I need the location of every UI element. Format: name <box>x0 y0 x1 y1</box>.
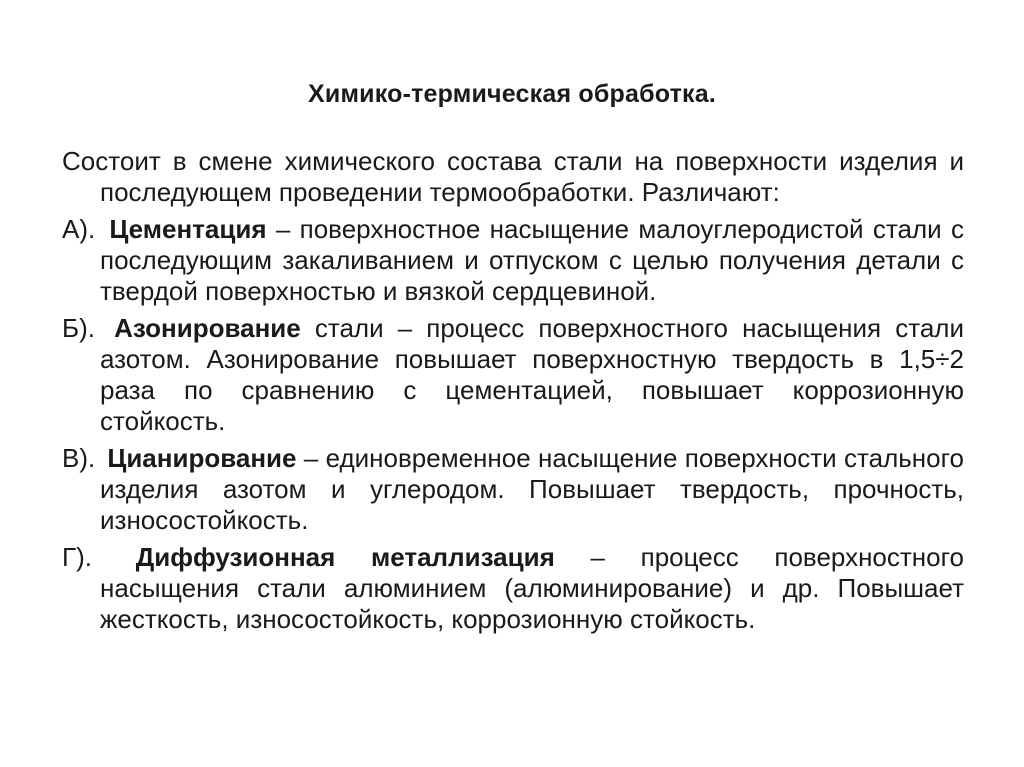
intro-text: Состоит в смене химического состава стали на поверхности изделия и последующем проведении термообработки. Различают: <box>62 146 964 207</box>
intro-paragraph <box>62 146 964 208</box>
item-term: Азонирование <box>114 313 301 343</box>
item-marker: В). <box>62 443 96 473</box>
item-text: – поверхностное насыщение малоуглеродистой стали с последующим закаливанием и отпуском с целью получения детали с твердой поверхностью и вязкой сердцевиной. <box>100 214 964 306</box>
item-term: Цементация <box>109 214 267 244</box>
slide-body <box>62 146 964 641</box>
list-item-d <box>62 542 964 635</box>
item-marker: А). <box>62 214 96 244</box>
page-title: Химико-термическая обработка. <box>308 80 716 108</box>
list-item-a <box>62 214 964 307</box>
item-marker: Б). <box>62 313 95 343</box>
item-term: Диффузионная металлизация <box>135 542 555 572</box>
item-text: стали – процесс поверхностного насыщения стали азотом. Азонирование повышает поверхностную твердость в 1,5÷2 раза по сравнению с цементацией, повышает коррозионную стойкость. <box>100 313 964 436</box>
item-text: – процесс поверхностного насыщения стали алюминием (алюминирование) и др. Повышает жесткость, износостойкость, коррозионную стойкость. <box>100 542 964 634</box>
item-term: Цианирование <box>107 443 297 473</box>
list-item-c <box>62 443 964 536</box>
list-item-b <box>62 313 964 437</box>
item-text: – единовременное насыщение поверхности стального изделия азотом и углеродом. Повышает твердость, прочность, износостойкость. <box>100 443 964 535</box>
item-marker: Г). <box>62 542 92 572</box>
